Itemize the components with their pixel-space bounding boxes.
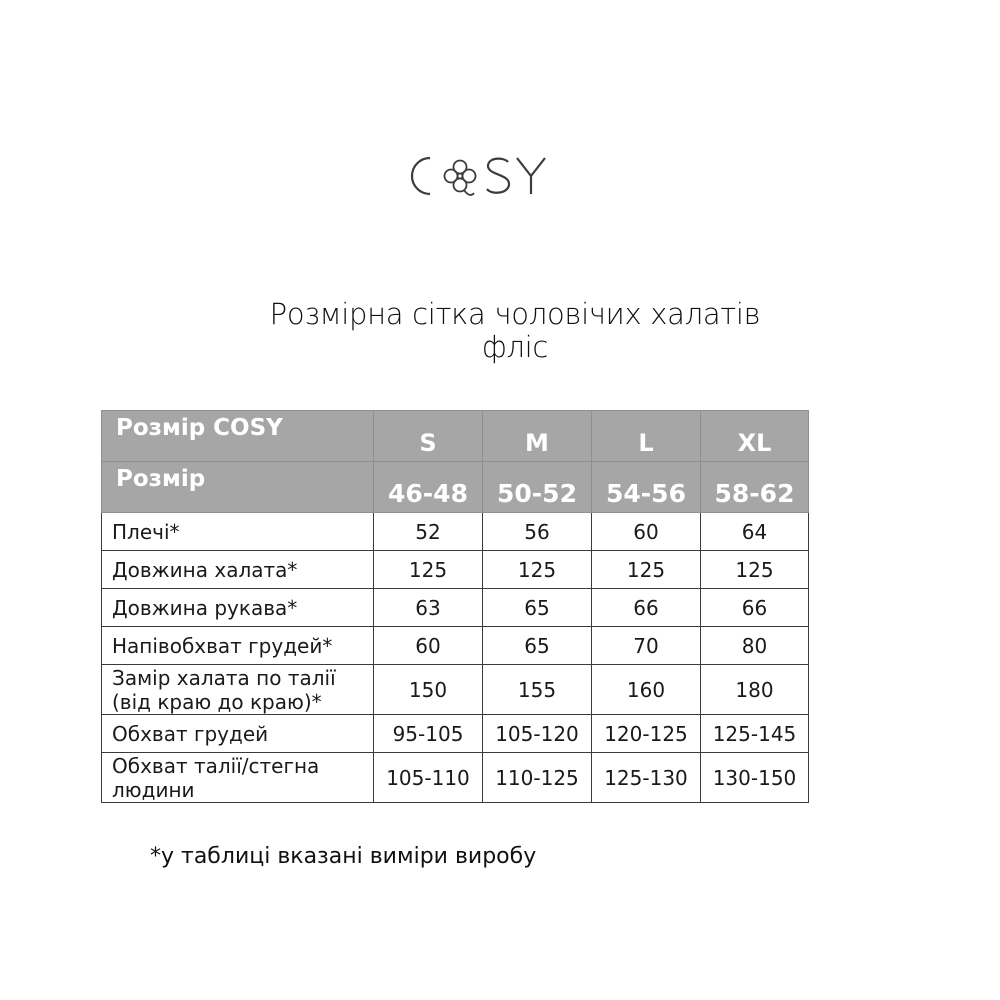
title-line-1: Розмірна сітка чоловічих халатів: [269, 297, 761, 331]
row-label: Плечі*: [102, 513, 374, 551]
row-label: Довжина халата*: [102, 551, 374, 589]
table-cell: 125: [592, 551, 701, 589]
row-label: Довжина рукава*: [102, 589, 374, 627]
header-cell: 54-56: [592, 462, 701, 513]
header-cell: 50-52: [483, 462, 592, 513]
cosy-logo: [400, 148, 600, 204]
row-label: Напівобхват грудей*: [102, 627, 374, 665]
header-cell: L: [592, 411, 701, 462]
table-cell: 66: [701, 589, 809, 627]
header-label: Розмір COSY: [102, 411, 374, 462]
header-cell: M: [483, 411, 592, 462]
row-label: [102, 665, 374, 715]
table-cell: 150: [374, 665, 483, 715]
size-table: [101, 410, 809, 803]
table-cell: 80: [701, 627, 809, 665]
table-cell: 60: [374, 627, 483, 665]
row-label: Обхват грудей: [102, 715, 374, 753]
table-row: [102, 551, 809, 589]
table-cell: 63: [374, 589, 483, 627]
table-row: [102, 665, 809, 715]
table-row: [102, 513, 809, 551]
footnote: *у таблиці вказані виміри виробу: [150, 844, 537, 869]
table-cell: 56: [483, 513, 592, 551]
table-cell: 125: [483, 551, 592, 589]
header-cell: 58-62: [701, 462, 809, 513]
header-row-cosy-size: [102, 411, 809, 462]
header-cell: 46-48: [374, 462, 483, 513]
table-cell: 125: [374, 551, 483, 589]
table-row: [102, 589, 809, 627]
header-cell: XL: [701, 411, 809, 462]
table-cell: 70: [592, 627, 701, 665]
table-row: [102, 715, 809, 753]
table-row: [102, 753, 809, 803]
row-label-line-2: (від краю до краю)*: [112, 689, 322, 714]
row-label-line-1: Обхват талії/стегна: [112, 753, 320, 778]
table-cell: 60: [592, 513, 701, 551]
header-row-size: [102, 462, 809, 513]
table-cell: 180: [701, 665, 809, 715]
row-label-line-1: Замір халата по талії: [112, 665, 336, 690]
table-cell: 110-125: [483, 753, 592, 803]
table-cell: 95-105: [374, 715, 483, 753]
table-cell: 52: [374, 513, 483, 551]
table-cell: 125-145: [701, 715, 809, 753]
table-cell: 125: [701, 551, 809, 589]
table-cell: 160: [592, 665, 701, 715]
table-cell: 105-110: [374, 753, 483, 803]
table-cell: 65: [483, 589, 592, 627]
title-line-2: фліс: [481, 330, 549, 364]
table-cell: 65: [483, 627, 592, 665]
table-row: [102, 627, 809, 665]
table-cell: 64: [701, 513, 809, 551]
row-label: [102, 753, 374, 803]
table-cell: 120-125: [592, 715, 701, 753]
table-cell: 105-120: [483, 715, 592, 753]
header-label: Розмір: [102, 462, 374, 513]
table-cell: 155: [483, 665, 592, 715]
table-cell: 130-150: [701, 753, 809, 803]
table-cell: 125-130: [592, 753, 701, 803]
header-cell: S: [374, 411, 483, 462]
cosy-logo-mark: [400, 148, 560, 204]
table-cell: 66: [592, 589, 701, 627]
row-label-line-2: людини: [112, 777, 195, 802]
page-title: [100, 298, 930, 364]
